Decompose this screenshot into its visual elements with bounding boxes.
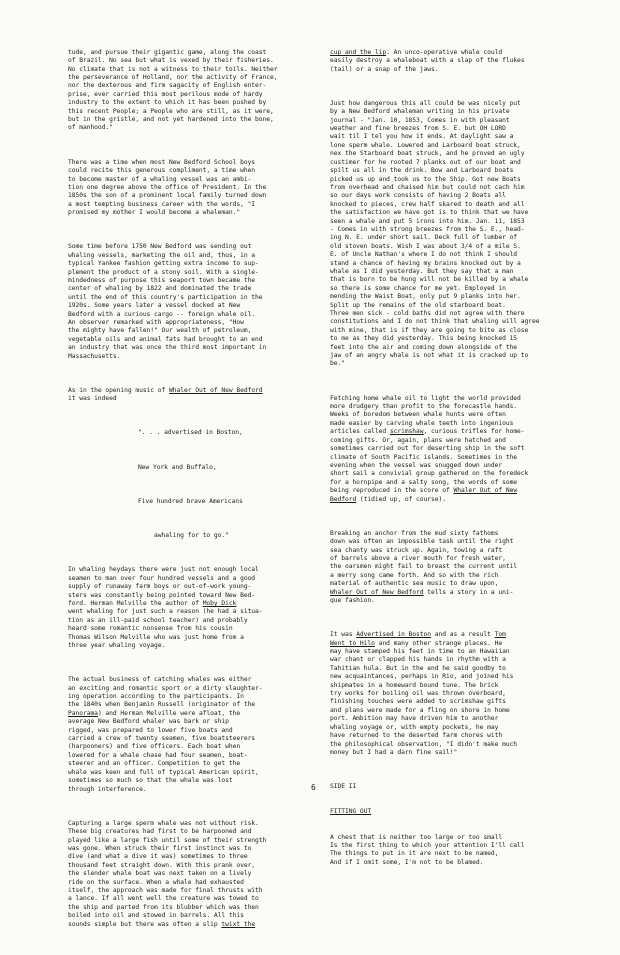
underlined-text: cup and the lip [330,48,387,56]
text: and as a result [431,631,495,639]
paragraph [330,395,580,504]
text: It was [330,631,357,639]
paragraph: Some time before 1750 New Bedford was sending out whaling vessels, marketing the oil and, thus, in a typical Yankee fashion getting extra income to sup- plement the product of a stony soil. With a single- mindedness of purpose this seaport town became the center of whaling by 1822 and dominated the trade until the end of this country's participation in the 1920s. Some years later a vessel docked at New Bedford with a curious cargo -- foreign whale oil. An observer remarked with appropriateness, "How the mighty have fallen!" Our wealth of petroleum, vegetable oils and animal fats had brought to an end an industry that was once the third most important in Massachusetts. [68,243,267,360]
side-label: SIDE II [330,783,357,791]
paragraph [330,530,580,606]
paragraph [330,49,580,74]
text: it was indeed [68,395,117,403]
text: and many other strange places. He may have stamped his feet in time to an Hawaiian war chant or clapped his hands in rhythm with a Tahitian hula. But in the end he said goodby to new acquaintances, perhaps in Rio, and joined his shipmates in a homeward bound tune. The brick try works for boiling oil was thrown overboard, finishing touches were added to scrimshaw gifts and plans were made for a fling on shore in home port. Ambition may have driven him to another whaling voyage or, with empty pockets, he may have returned to the deserted farm chores with the philosophical observation, "I didn't make much money but I had a darn fine sail!" [330,639,518,756]
page-number: 6 [311,783,316,792]
text: , curious trifles for home- coming gifts. Or, again, plans were hatched and sometimes carried out for deserting ship in the soft climate of South Pacific islands. Sometimes in the evening when the vessel was snugged down under short sail a convivial group gathered on the foredeck for a hornpipe and a salty song, the words of some being reproduced in the score of [330,428,529,495]
underlined-text: twixt the [221,920,256,928]
text: In whaling heydays there were just not enough local seamen to man over four hundred vessels and a good supply of runaway farm boys or out-of-work young- sters was constantly being pointed toward New Bed- ford. Herman Melville the author of [68,566,259,607]
paragraph: Just how dangerous this all could be was nicely put by a New Bedford whaleman writing in his private journal - "Jan. 10, 1853, Comes in with pleasant weather and fine breezes from S. E. but OH LORD wait til I tel you how it ends. At daylight saw a lone sperm whale. Lowered and Larboard boat struck, nex the Starboard boat struck, and he proved an ugly custimer for he rooted 7 planks out of our boat and spilt us all in the drink. Bow and Larboard boats picked us up and took us to the Ship. Got new Boats from overhead and chaised him but could not cach him so our days work consists of having 2 Boats all knocked to pieces, crew half skared to death and all the satisfaction we have got is to think that we have seen a whale and put 5 irons into him. Jan. 11, 1853 - Comes in with strong breezes from the S. E., head- ing N. E. under short sail. Deck full of lumber of old stoven boats. Wish I was about 3/4 of a mile S. E. of Uncle Nathan's where I do not think I should stand a chance of having my brains knocked out by a whale as I did yesterday. But they say that a man that is born to be hung will not be killed by a whale so there is some chance for me yet. Employed in mending the Waist Boat, only put 9 planks into her. Split up the remains of the old starboard boat. Three men sick - cold baths did not agree with there constitutions and I do not think that whaling will agree with mine, that is if they are going to bite as close to me as they did yesterday. This being knocked 15 feet into the air and coming down alongside of the jaw of an angry whale is not what it is cracked up to be." [330,99,540,368]
title-reference: Advertised in Boston [356,631,432,639]
title-reference: Moby Dick [202,599,237,607]
verse-line: New York and Buffalo, [138,463,217,471]
text: ) and Herman Melville were afloat, the average New Bedford whaler was bark or ship rigged, was prepared to lower five boats and carried a crew of twenty seamen, five boatsteerers (harpooners) and five officers. Each boat when lowered for a whale chase had four seamen, boat- steerer and an officer. Competition to get the whale was keen and full of typical American spirit, sometimes so much so that the whale was lost through interference. [68,709,259,793]
paragraph: tude, and pursue their gigantic game, along the coast of Brazil. No sea but what is vexed by their fisheries. No climate that is not a witness to their toils. Neither the perseverance of Holland, nor the activity of France, nor the dexterous and firm sagacity of English enter- prise, ever carried this most perilous mode of hardy industry to the extent to which it has been pushed by this recent People; a People who are still, as it were, but in the gristle, and not yet hardened into the bone, of manhood." [68,48,278,132]
title-reference: Tom Went to Hilo [330,631,506,647]
text: The actual business of catching whales was either an exciting and romantic sport or a dirty slaughter- ing operation according to the participants. In the 1840s when Benjamin Russell (originator of the [68,676,263,709]
text: (tidied up, of course). [356,495,446,503]
right-column [330,32,580,893]
text: Fetching home whale oil to light the world provided more drudgery than profit to the forecastle hands. Weeks of boredom between whale hunts were often made easier by carving whale teeth into ingenious articles called [330,394,521,436]
section-heading-text: FITTING OUT [330,808,372,816]
paragraph: There was a time when most New Bedford School boys could recite this generous compliment, a time when to become master of a whaling vessel was an ambi- tion one degree above the office of President. In the 1850s the son of a prominent local family turned down a most tempting business career with the words, "I promised my mother I would become a whaleman." [68,158,267,217]
title-reference: Whaler Out of New Bedford [330,487,518,503]
title-reference: Whaler Out of New Bedford [330,588,424,596]
verse-line: awhaling for to go." [154,532,229,540]
title-reference: Panorama [68,709,98,717]
text: As in the opening music of [68,386,170,394]
underlined-text: scrimshaw [389,428,424,436]
verse-line: ". . . advertised in Boston, [138,429,243,437]
verse-paragraph: A chest that is neither too large or too small Is the first thing to which your attention I'll call The things to put in it are next to be named, And if I omit some, I'm not to be blamed. [330,833,525,866]
left-column [68,32,308,955]
title-reference: Whaler Out of New Bedford [169,386,263,394]
section-heading [330,808,580,816]
paragraph [68,820,308,929]
paragraph [68,566,308,650]
text: tells a story in a uni- que fashion. [330,588,514,604]
text: went whaling for just such a reason (he had a situa- tion as an ill-paid school teacher) and probably heard some romantic nonsense from his cousin Thomas Wilson Melville who was just home from a three year whaling voyage. [68,608,263,649]
paragraph [68,387,308,404]
paragraph [68,676,308,794]
verse-line: Five hundred brave Americans [138,497,243,505]
text: . An unco-operative whale could easily destroy a whaleboat with a slap of the flukes (tail) or a snap of the jaws. [330,48,525,73]
text: Breaking an anchor from the mud sixty fathoms down was often an impossible task until the right sea chanty was struck up. Again, towing a raft of barrels above a river mouth for fresh water, the oarsmen might fail to breast the current until a merry song came forth. And so with the rich material of authentic sea music to draw upon, [330,529,518,588]
paragraph [330,631,580,757]
text: Capturing a large sperm whale was not without risk. These big creatures had first to be harpooned and played like a large fish until some of their strength was gone. When struck their first instinct was to dive (and what a dive it was) sometimes to three thousand feet straight down. With this prank over, the slender whale boat was next taken on a lively ride on the surface. When a whale had exhausted itself, the approach was made for final thrusts with a lance. If all went well the creature was towed to the ship and parted from its blubber which was then boiled into oil and stowed in barrels. All this sounds simple but there was often a slip [68,819,267,928]
